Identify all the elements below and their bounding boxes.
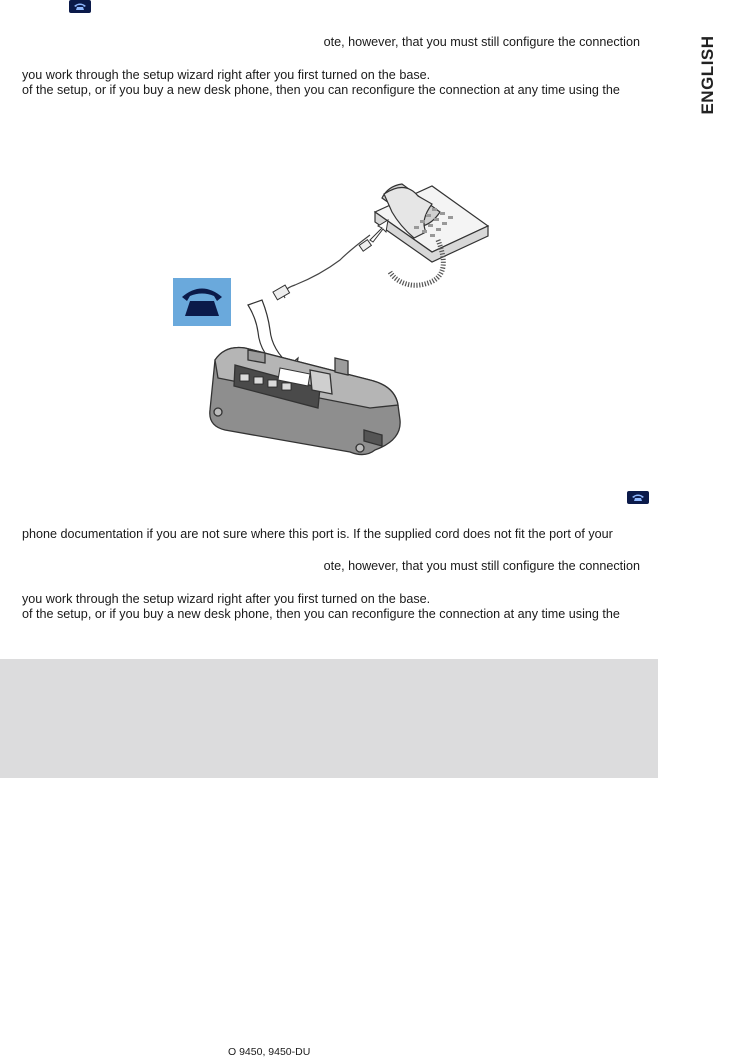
base-station-illustration xyxy=(210,348,400,455)
phone-icon xyxy=(69,0,91,13)
section1-line2: you work through the setup wizard right after you first turned on the base. xyxy=(22,68,431,82)
section1-line1: ote, however, that you must still configure the connection xyxy=(323,35,640,49)
language-tab: ENGLISH xyxy=(698,35,717,115)
phone-cable xyxy=(284,235,370,298)
section1-line3: of the setup, or if you buy a new desk phone, then you can reconfigure the connection at any time using the xyxy=(22,83,620,97)
section2-line2: ote, however, that you must still configure the connection xyxy=(323,559,640,573)
section2-line1: phone documentation if you are not sure where this port is. If the supplied cord does not fit the port of your xyxy=(22,527,613,541)
phone-icon xyxy=(627,491,649,504)
note-box xyxy=(0,659,658,778)
phone-icon xyxy=(173,278,231,326)
section2-line3: you work through the setup wizard right after you first turned on the base. xyxy=(22,592,431,606)
model-footer: O 9450, 9450-DU xyxy=(228,1046,311,1058)
connection-illustration xyxy=(170,180,500,465)
desk-phone-illustration xyxy=(375,184,488,262)
section2-line4: of the setup, or if you buy a new desk phone, then you can reconfigure the connection at any time using the xyxy=(22,607,620,621)
